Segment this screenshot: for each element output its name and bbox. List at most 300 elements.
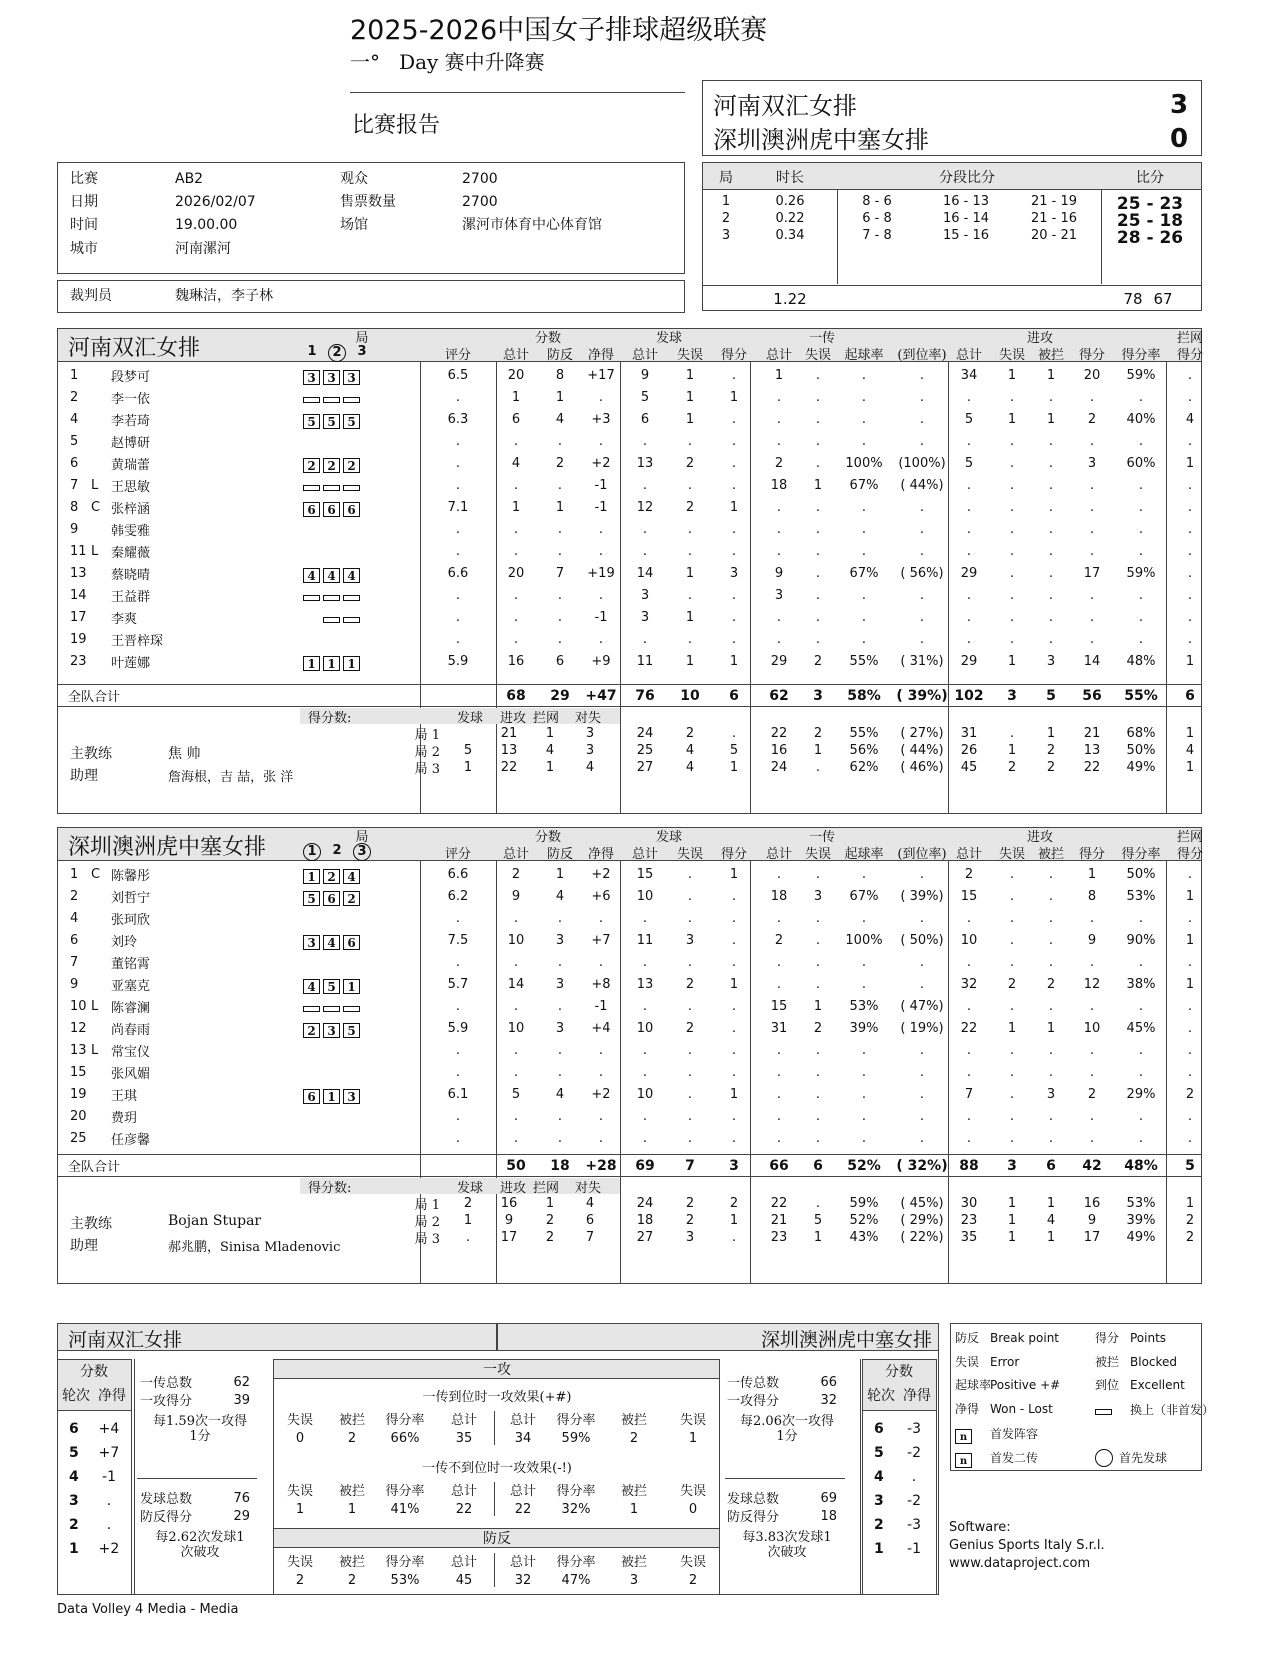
starting-position-box: 1 [323,1089,340,1104]
player-stat: ( 39%) [900,889,944,904]
player-number: 19 [70,1087,87,1102]
player-stat: . [455,1109,461,1124]
player-stat: . [1048,999,1054,1014]
player-stat: . [1187,911,1193,926]
legend-key: 到位 [1095,1378,1120,1392]
player-stat: 6.1 [447,1087,469,1102]
player-stat: . [1187,1109,1193,1124]
player-stat: . [966,1131,972,1146]
set-row-stat: 2 [1185,1230,1195,1245]
sets-cell: 0.34 [775,228,805,243]
rotation-net: . [106,1493,112,1509]
colhead-13: 被拦 [1037,348,1065,363]
col-divider [496,362,497,814]
mid-col-value: 0 [295,1431,305,1446]
set-row-stat: 30 [960,1196,978,1211]
player-stat: . [966,955,972,970]
player-stat: . [731,955,737,970]
set-row-stat: 56% [849,743,879,758]
colhead-13: 被拦 [1037,847,1065,862]
colhead-7: 总计 [765,348,793,363]
mid-col-head: 被拦 [338,1484,366,1499]
player-stat: . [557,434,563,449]
player-stat: 6.3 [447,412,469,427]
player-stat: . [861,500,867,515]
referee-label: 裁判员 [70,288,112,304]
player-stat: 11 [636,933,654,948]
player-stat: 1 [1185,889,1195,904]
player-stat: 3 [555,1021,565,1036]
player-stat: . [1048,478,1054,493]
player-stat: . [919,867,925,882]
sets-head-partial: 分段比分 [939,170,995,186]
player-stat: 60% [1126,456,1156,471]
colhead-10: (到位率) [897,847,947,862]
player-stat: . [815,632,821,647]
player-stat: +2 [591,867,611,882]
team-a-reception-l2: 一攻得分 [140,1394,193,1409]
player-stat: . [455,610,461,625]
player-stat: 2 [685,456,695,471]
rotation-number: 6 [69,1421,79,1437]
totals-stat: 55% [1124,688,1158,704]
player-stat: 5 [964,412,974,427]
set-row-stat: 2 [685,726,695,741]
player-stat: . [1187,867,1193,882]
team-a-reception-v2: 39 [233,1393,250,1408]
set-row-stat: 62% [849,760,879,775]
substitute-marker [343,595,360,601]
player-stat: . [815,588,821,603]
player-stat: . [919,1043,925,1058]
match-value: AB2 [175,171,204,187]
sets-cell: 15 - 16 [942,228,990,243]
player-stat: . [815,911,821,926]
totals-stat: 6 [813,1158,823,1174]
sideout-box [273,1359,720,1529]
player-stat: . [1048,1065,1054,1080]
player-stat: ( 19%) [900,1021,944,1036]
legend-key: 失误 [955,1355,980,1369]
player-stat: 2 [964,867,974,882]
player-stat: +7 [591,933,611,948]
assistant-label: 助理 [70,1238,98,1254]
player-number: 19 [70,632,87,647]
set-row-stat: 45 [960,760,978,775]
set-row-stat: ( 44%) [900,743,944,758]
player-stat: . [1048,456,1054,471]
player-stat: . [1187,588,1193,603]
player-stat: 14 [636,566,654,581]
player-stat: . [557,588,563,603]
mid-col-head: 总计 [450,1555,478,1570]
set-row-stat: 5 [729,743,739,758]
player-stat: 10 [636,1021,654,1036]
player-stat: . [966,478,972,493]
points-head: 拦网 [532,711,560,726]
scoreboard-score-a: 3 [1170,90,1189,120]
colhead-15: 得分率 [1121,847,1161,862]
player-name: 李一依 [111,392,151,407]
sets-cell: 7 - 8 [862,228,892,243]
starting-formation [303,1020,363,1039]
sets-cell: 1 [721,194,731,209]
rotation-net: . [911,1469,917,1485]
starting-formation [303,866,363,885]
player-stat: . [1089,632,1095,647]
player-stat: . [687,434,693,449]
player-stat: +4 [591,1021,611,1036]
substitute-marker [323,397,340,403]
colgroup-pts: 分数 [534,331,562,346]
points-line [57,1176,1202,1177]
colgroup-set: 局 [355,331,369,346]
player-stat: . [1009,1065,1015,1080]
mid-col-value: 47% [561,1573,591,1588]
player-stat: 2 [685,977,695,992]
player-stat: . [1187,955,1193,970]
player-stat: . [731,434,737,449]
set-row-stat: 18 [636,1213,654,1228]
player-stat: . [1009,1131,1015,1146]
player-name: 秦耀薇 [111,546,151,561]
player-stat: . [513,1043,519,1058]
colhead-12: 失误 [998,348,1026,363]
player-stat: 10 [1083,1021,1101,1036]
rotation-number: 4 [69,1469,79,1485]
player-stat: . [1009,889,1015,904]
sets-cell: 28 - 26 [1116,228,1184,248]
colhead-4: 总计 [631,348,659,363]
set-row-stat: 49% [1126,1230,1156,1245]
set-row-stat: 59% [849,1196,879,1211]
player-stat: . [861,434,867,449]
player-stat: . [1009,390,1015,405]
player-stat: 1 [729,867,739,882]
player-stat: . [776,1109,782,1124]
set-row-stat: 52% [849,1213,879,1228]
player-stat: . [455,1065,461,1080]
colhead-3: 净得 [587,348,615,363]
player-stat: . [598,1109,604,1124]
mid-col-head: 总计 [509,1484,537,1499]
legend-value: 首发二传 [990,1451,1039,1465]
set-row-stat: 22 [500,760,518,775]
starting-formation [303,976,363,995]
set-row-stat: 2 [1046,743,1056,758]
colhead-1: 总计 [502,847,530,862]
player-stat: 59% [1126,566,1156,581]
totals-stat: 62 [769,688,789,704]
legend-value: 首先发球 [1119,1451,1168,1465]
colgroup-recv: 一传 [808,830,836,845]
colgroup-blk: 拦网 [1176,331,1204,346]
player-stat: . [1009,588,1015,603]
starting-position-box: 2 [343,891,360,906]
player-stat: . [966,999,972,1014]
player-stat: 1 [685,412,695,427]
set-row-stat: 68% [1126,726,1156,741]
player-stat: . [861,955,867,970]
player-stat: . [861,977,867,992]
team-b-serve-l1: 发球总数 [727,1492,780,1507]
starting-position-box: 2 [303,1023,320,1038]
player-stat: 10 [636,1087,654,1102]
player-stat: . [861,867,867,882]
substitute-marker [323,617,340,623]
player-stat: 50% [1126,867,1156,882]
set-row-stat: . [815,1196,821,1211]
player-stat: +6 [591,889,611,904]
date-value: 2026/02/07 [175,194,256,210]
player-stat: . [687,1043,693,1058]
player-stat: . [598,434,604,449]
player-stat: . [513,478,519,493]
starting-formation [303,888,363,907]
set-row-stat: 22 [1083,760,1101,775]
player-stat: 5 [964,456,974,471]
player-stat: . [455,632,461,647]
player-stat: 4 [1185,412,1195,427]
player-stat: . [815,390,821,405]
set-row-stat: 2 [545,1230,555,1245]
player-stat: . [731,368,737,383]
player-role: C [91,500,101,515]
player-stat: 1 [685,390,695,405]
team-name-teamB: 深圳澳洲虎中塞女排 [68,835,267,860]
player-stat: . [1138,911,1144,926]
player-name: 刘哲宁 [111,891,151,906]
player-stat: 32 [960,977,978,992]
player-stat: . [731,456,737,471]
colhead-0: 评分 [444,348,472,363]
set-row-label: 局 1 [414,1198,440,1213]
col-divider [620,362,621,814]
mid-col-value: 41% [390,1502,420,1517]
player-stat: . [1089,610,1095,625]
player-stat: . [642,434,648,449]
match-label: 比赛 [70,171,98,187]
player-name: 王晋梓琛 [111,634,164,649]
player-stat: 90% [1126,933,1156,948]
player-stat: . [1048,1043,1054,1058]
starting-formation [303,367,363,386]
player-stat: . [1187,566,1193,581]
starting-position-box: 3 [323,370,340,385]
player-stat: 59% [1126,368,1156,383]
set-row-label: 局 3 [414,762,440,777]
set-row-stat: 22 [770,726,788,741]
player-stat: . [861,1109,867,1124]
player-stat: 2 [1046,977,1056,992]
player-stat: 13 [636,456,654,471]
player-stat: . [919,544,925,559]
player-stat: 1 [685,654,695,669]
player-stat: 10 [636,889,654,904]
referee-value: 魏琳洁，李子林 [175,288,273,304]
player-number: 15 [70,1065,87,1080]
player-stat: . [1048,1109,1054,1124]
set-number [328,843,346,858]
player-number: 13 [70,1043,87,1058]
player-stat: . [598,588,604,603]
colgroup-atk: 进攻 [1026,830,1054,845]
player-stat: . [1009,1109,1015,1124]
assistant-label: 助理 [70,768,98,784]
player-stat: . [1048,588,1054,603]
rotation-title: 分数 [80,1364,108,1380]
totals-stat: 3 [729,1158,739,1174]
player-stat: 3 [1087,456,1097,471]
substitute-marker [343,485,360,491]
player-stat: . [776,412,782,427]
player-stat: . [455,1043,461,1058]
player-stat: . [776,434,782,449]
team-a-serve-v2: 29 [233,1509,250,1524]
venue-value: 漯河市体育中心体育馆 [462,217,602,233]
totals-stat: 6 [729,688,739,704]
player-stat: . [1187,500,1193,515]
player-stat: . [731,632,737,647]
rotation-number: 6 [874,1421,884,1437]
totals-stat: 88 [959,1158,979,1174]
player-stat: 1 [555,390,565,405]
player-stat: . [1048,566,1054,581]
player-stat: . [455,955,461,970]
player-stat: . [1048,610,1054,625]
player-stat: . [1187,434,1193,449]
totals-stat: 6 [1046,1158,1056,1174]
mid-col-head: 总计 [509,1555,537,1570]
totals-stat: 42 [1082,1158,1102,1174]
set-row-stat: 3 [585,726,595,741]
set-row-stat: 4 [1185,743,1195,758]
player-stat: 2 [813,654,823,669]
set-row-stat: 6 [585,1213,595,1228]
player-stat: . [687,522,693,537]
starting-position-box: 2 [323,869,340,884]
sets-cell: 16 - 14 [942,211,990,226]
player-stat: . [1187,368,1193,383]
player-number: 5 [70,434,79,449]
starting-formation [303,389,363,408]
coach-name: 焦 帅 [168,746,201,762]
title-divider [350,92,685,93]
player-stat: . [861,632,867,647]
breakpoint-title: 防反 [483,1531,511,1547]
set-row-stat: 2 [1046,760,1056,775]
starting-formation [303,609,363,628]
player-stat: . [598,632,604,647]
starting-legend-icon: n [955,1429,972,1444]
sets-cell: 0.26 [775,194,805,209]
set-row-stat: 3 [685,1230,695,1245]
player-number: 8 [70,500,79,515]
set-row-label: 局 3 [414,1232,440,1247]
player-stat: 3 [813,889,823,904]
set-row-stat: 1 [1185,726,1195,741]
mid-col-value: 1 [688,1431,698,1446]
player-stat: . [815,867,821,882]
player-stat: . [1048,632,1054,647]
player-name: 黄瑞蕾 [111,458,151,473]
player-stat: . [1089,588,1095,603]
summary-team-a: 河南双汇女排 [68,1329,183,1351]
mid-col-value: 2 [295,1573,305,1588]
player-stat: 9 [511,889,521,904]
player-stat: ( 56%) [900,566,944,581]
set-row-stat: 22 [770,1196,788,1211]
sets-cell: 3 [721,228,731,243]
player-stat: . [815,1087,821,1102]
rotation-net: -3 [907,1421,921,1437]
player-stat: . [966,522,972,537]
player-stat: . [731,1109,737,1124]
player-stat: . [1009,1087,1015,1102]
colgroup-atk: 进攻 [1026,331,1054,346]
player-stat: . [513,999,519,1014]
mid-col-value: 2 [347,1431,357,1446]
player-name: 蔡晓晴 [111,568,151,583]
coach-label: 主教练 [70,1216,112,1232]
player-stat: +8 [591,977,611,992]
player-stat: . [815,544,821,559]
set-row-stat: 1 [1046,726,1056,741]
player-stat: . [966,500,972,515]
player-stat: 1 [685,610,695,625]
player-stat: . [513,522,519,537]
player-stat: . [1089,544,1095,559]
colhead-3: 净得 [587,847,615,862]
player-stat: 1 [1046,368,1056,383]
player-stat: . [815,1065,821,1080]
mid-col-head: 总计 [450,1413,478,1428]
player-number: 10 [70,999,87,1014]
player-stat: 31 [770,1021,788,1036]
sets-head-score: 比分 [1136,170,1164,186]
player-stat: . [776,1087,782,1102]
player-stat: 9 [774,566,784,581]
starting-position-box: 5 [323,979,340,994]
starting-position-box: 1 [323,656,340,671]
colhead-9: 起球率 [844,348,884,363]
player-stat: . [557,1065,563,1080]
points-line [57,706,1202,707]
set-row-stat: 4 [585,760,595,775]
legend-value: Won - Lost [990,1402,1053,1416]
player-stat: 6.6 [447,867,469,882]
player-stat: . [731,1021,737,1036]
player-stat: 67% [849,566,879,581]
player-stat: . [1089,955,1095,970]
points-head: 发球 [456,1181,484,1196]
mid-col-head: 失误 [286,1484,314,1499]
player-number: 7 [70,478,79,493]
player-stat: . [776,955,782,970]
points-head: 发球 [456,711,484,726]
player-stat: . [1187,1065,1193,1080]
player-stat: 3 [774,588,784,603]
sets-total-a: 78 [1123,290,1143,308]
colhead-11: 总计 [955,348,983,363]
rotation-net: -3 [907,1517,921,1533]
player-stat: . [557,522,563,537]
mid-col-head: 失误 [679,1413,707,1428]
footer-text: Data Volley 4 Media - Media [57,1602,239,1617]
player-number: 17 [70,610,87,625]
set-number [303,344,321,359]
player-stat: . [1138,390,1144,405]
